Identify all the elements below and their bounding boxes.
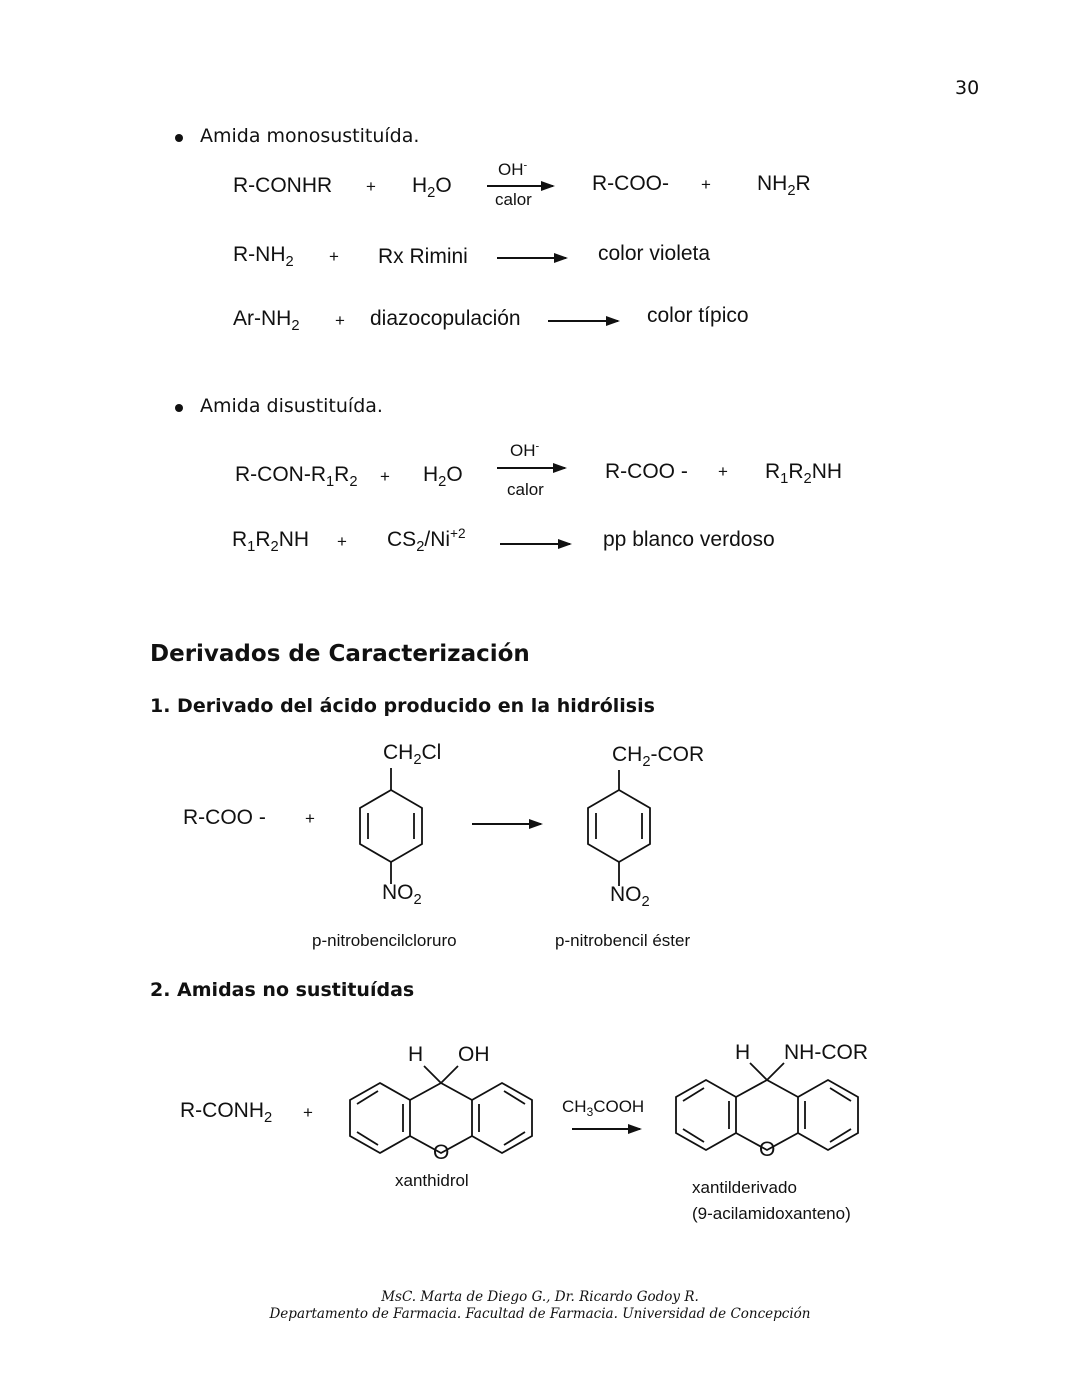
formula-text: CH [562, 1097, 587, 1116]
formula-text: R-COO- [592, 172, 669, 195]
formula-text: color típico [647, 304, 749, 327]
formula-text: R-CON-R [235, 463, 326, 486]
subscript: 2 [291, 318, 300, 335]
formula-text: CH [383, 741, 414, 764]
subscript: 2 [641, 894, 650, 911]
formula-text: R [795, 172, 811, 195]
subscript: 2 [264, 1110, 273, 1127]
superscript: - [523, 159, 528, 172]
formula-text: OH [510, 441, 536, 460]
xanthene-structure-icon [350, 1066, 532, 1153]
atom-label: H [408, 1043, 424, 1066]
atom-label: NH-COR [784, 1041, 868, 1064]
compound-name: (9-acilamidoxanteno) [692, 1204, 851, 1223]
formula-text: R [232, 528, 248, 551]
footer-department: Departamento de Farmacia. Facultad de Farmacia. Universidad de Concepción [269, 1306, 811, 1322]
plus-sign: + [718, 462, 728, 481]
compound-name: xanthidrol [395, 1171, 469, 1190]
formula-text: OH [498, 160, 524, 179]
subscript: 2 [416, 539, 425, 556]
formula-text: CS [387, 528, 417, 551]
formula-text: NH [811, 460, 843, 483]
subscript: 1 [325, 474, 335, 491]
formula-text: O [446, 463, 463, 486]
formula-text: pp blanco verdoso [603, 528, 775, 551]
formula-text: NO [610, 883, 642, 906]
formula-text: Ar-NH [233, 307, 292, 330]
footer-authors: MsC. Marta de Diego G., Dr. Ricardo Godoy R. [381, 1289, 699, 1305]
benzene-ring-icon [360, 768, 422, 884]
formula-text: R-CONH [180, 1099, 264, 1122]
xanthene-structure-icon [676, 1063, 858, 1150]
superscript: +2 [450, 525, 466, 541]
formula-text: NH [278, 528, 310, 551]
plus-sign: + [701, 175, 711, 194]
compound-name: xantilderivado [692, 1178, 797, 1197]
formula-text: R-COO - [183, 806, 266, 829]
formula-text: R [788, 460, 804, 483]
atom-label: O [433, 1141, 450, 1164]
subscript: 1 [247, 539, 256, 556]
formula-text: Rx Rimini [378, 245, 468, 268]
atom-label: OH [458, 1043, 490, 1066]
subscript: 2 [642, 754, 651, 771]
subsection-title-1: 1. Derivado del ácido producido en la hidrólisis [150, 695, 655, 717]
plus-sign: + [335, 311, 345, 330]
formula-text: NH [757, 172, 788, 195]
atom-label: O [759, 1138, 776, 1161]
subscript: 1 [780, 471, 789, 488]
compound-name: p-nitrobencilcloruro [312, 931, 457, 950]
compound-name: p-nitrobencil éster [555, 931, 691, 950]
plus-sign: + [305, 809, 315, 828]
formula-text: R [255, 528, 271, 551]
formula-text: O [435, 174, 452, 197]
plus-sign: + [380, 467, 390, 486]
formula-text: CH [612, 743, 643, 766]
formula-text: calor [495, 190, 532, 209]
formula-text: color violeta [598, 242, 711, 265]
subscript: 2 [349, 474, 358, 491]
benzene-ring-icon [588, 770, 650, 886]
formula-text: Cl [421, 741, 442, 764]
formula-text: R [334, 463, 350, 486]
subsection-title-2: 2. Amidas no sustituídas [150, 979, 415, 1001]
formula-text: COOH [593, 1097, 645, 1116]
plus-sign: + [366, 177, 376, 196]
formula-text: diazocopulación [370, 307, 521, 330]
formula-text: /Ni [424, 528, 451, 551]
formula-text: R-NH [233, 243, 286, 266]
plus-sign: + [337, 532, 347, 551]
formula-text: R-CONHR [233, 174, 333, 197]
superscript: - [535, 440, 540, 453]
page-number: 30 [955, 77, 980, 99]
formula-text: -COR [650, 743, 705, 766]
plus-sign: + [303, 1103, 313, 1122]
subscript: 2 [787, 183, 796, 200]
section-heading: Derivados de Caracterización [150, 641, 530, 667]
formula-text: H [412, 174, 428, 197]
formula-text: R-COO - [605, 460, 688, 483]
formula-text: NO [382, 881, 414, 904]
formula-text: H [423, 463, 439, 486]
subscript: 2 [270, 539, 279, 556]
formula-text: R [765, 460, 781, 483]
subscript: 2 [413, 752, 422, 769]
bullet-amida-monosustituida: Amida monosustituída. [200, 125, 420, 147]
bullet-amida-disustituida: Amida disustituída. [200, 395, 383, 417]
subscript: 2 [438, 474, 447, 491]
subscript: 2 [803, 471, 812, 488]
subscript: 2 [285, 254, 294, 271]
atom-label: H [735, 1041, 751, 1064]
plus-sign: + [329, 247, 339, 266]
subscript: 2 [413, 892, 422, 909]
subscript: 3 [586, 1105, 594, 1120]
subscript: 2 [427, 185, 436, 202]
formula-text: calor [507, 480, 544, 499]
